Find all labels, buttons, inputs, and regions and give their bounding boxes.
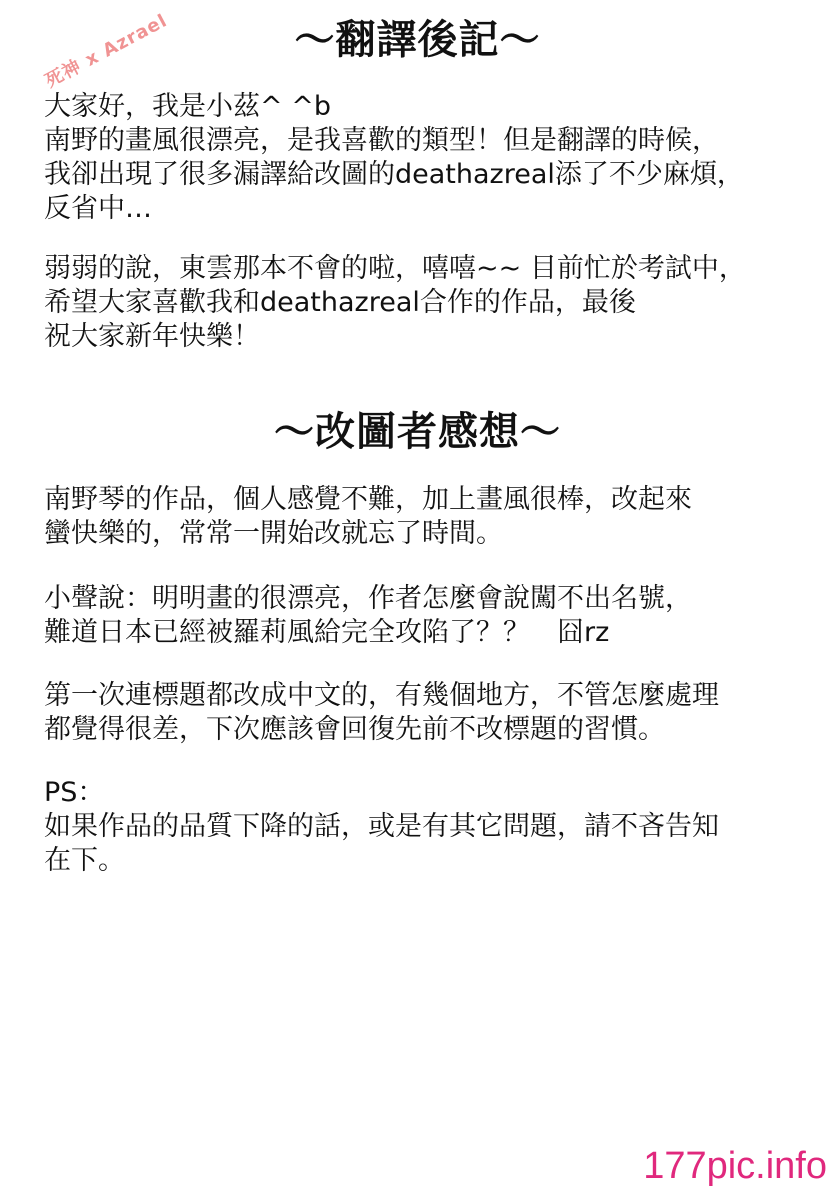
watermark-text: 死神 x Azrael <box>41 10 171 93</box>
editor-paragraph-1 <box>44 483 824 551</box>
text-line: 南野琴的作品，個人感覺不難，加上畫風很棒，改起來 <box>44 484 692 515</box>
editor-paragraph-4 <box>44 776 824 878</box>
translation-paragraph-2 <box>44 252 824 354</box>
text-line: PS： <box>44 777 105 808</box>
translation-afterword-heading: ～翻譯後記～ <box>294 17 541 63</box>
editor-paragraph-3 <box>44 679 824 747</box>
editor-paragraph-2 <box>44 582 824 650</box>
text-line: 反省中… <box>44 193 152 224</box>
text-line: 弱弱的說，東雲那本不會的啦，嘻嘻~~ 目前忙於考試中， <box>44 253 746 284</box>
text-line: 希望大家喜歡我和deathazreal合作的作品，最後 <box>44 287 636 318</box>
site-watermark-label: 177pic.info <box>643 1145 827 1187</box>
editor-thoughts-heading: ～改圖者感想～ <box>274 409 561 455</box>
text-line: 如果作品的品質下降的話，或是有其它問題，請不吝告知 <box>44 811 719 842</box>
text-line: 南野的畫風很漂亮，是我喜歡的類型！但是翻譯的時候， <box>44 125 719 156</box>
text-line: 我卻出現了很多漏譯給改圖的deathazreal添了不少麻煩， <box>44 159 744 190</box>
text-line: 難道日本已經被羅莉風給完全攻陷了？？ 囧rz <box>44 617 610 648</box>
text-line: 祝大家新年快樂！ <box>44 321 260 352</box>
translation-paragraph-1 <box>44 90 824 226</box>
text-line: 大家好，我是小茲^ ^b <box>44 91 331 122</box>
text-line: 第一次連標題都改成中文的，有幾個地方，不管怎麼處理 <box>44 680 719 711</box>
text-line: 在下。 <box>44 845 125 876</box>
text-line: 都覺得很差，下次應該會回復先前不改標題的習慣。 <box>44 714 665 745</box>
text-line: 小聲說：明明畫的很漂亮，作者怎麼會說闖不出名號， <box>44 583 692 614</box>
text-line: 蠻快樂的，常常一開始改就忘了時間。 <box>44 518 503 549</box>
